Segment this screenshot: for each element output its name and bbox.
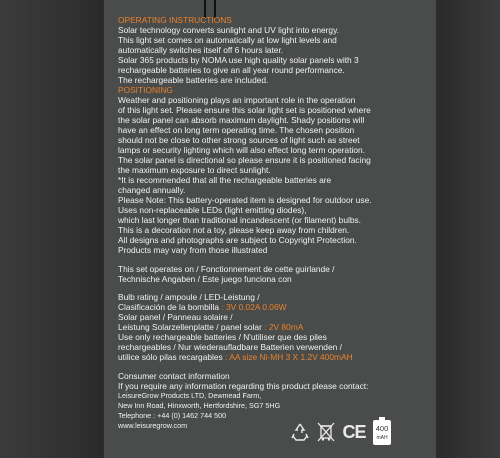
contact-heading: Consumer contact information [118, 371, 230, 381]
bulb-rating-label-2: Clasificación de la bombilla [118, 302, 220, 312]
positioning-line: Products may vary from those illustrated [118, 245, 268, 255]
positioning-line: changed annually. [118, 185, 186, 195]
ce-mark-icon: CE [342, 421, 366, 442]
positioning-line: have an effect on long term operating time. The chosen position [118, 125, 355, 135]
specs-operates-line: Technische Angaben / Este juego funciona con [118, 274, 292, 284]
recycle-icon [288, 420, 312, 444]
battery-value: : AA size Ni-MH 3 X 1.2V 400mAH [225, 352, 353, 362]
contact-intro: If you require any information regarding this product please contact: [118, 381, 369, 391]
operating-line: The rechargeable batteries are included. [118, 75, 269, 85]
operating-line: This light set comes on automatically at low light levels and [118, 35, 337, 45]
contact-website: www.leisuregrow.com [118, 421, 188, 430]
positioning-line: *It is recommended that all the rechargeable batteries are [118, 175, 332, 185]
battery-row [118, 352, 418, 362]
contact-telephone: Telephone : +44 (0) 1462 744 500 [118, 411, 227, 420]
operating-line: rechargeable batteries to give an all year round performance. [118, 65, 345, 75]
spacer [118, 362, 418, 371]
instruction-text [118, 15, 418, 431]
spacer [118, 255, 418, 264]
positioning-heading: POSITIONING [118, 85, 173, 95]
operating-line: Solar 365 products by NOMA use high quality solar panels with 3 [118, 55, 359, 65]
positioning-line: All designs and photographs are subject to Copyright Protection. [118, 235, 357, 245]
weee-bin-icon [315, 420, 337, 444]
operating-heading: OPERATING INSTRUCTIONS [118, 15, 232, 25]
battery-capacity-badge [371, 416, 393, 446]
solar-panel-row [118, 322, 418, 332]
positioning-line: of this light set. Please ensure this solar light set is positioned where [118, 105, 371, 115]
specs-operates-line: This set operates on / Fonctionnement de cette guirlande / [118, 264, 335, 274]
battery-line: rechargeables / Nur wiederaufladbare Batterien verwenden / [118, 342, 342, 352]
background-left [0, 0, 102, 458]
battery-line: Use only rechargeable batteries / N'utiliser que des piles [118, 332, 327, 342]
battery-capacity-unit: mAH [376, 435, 388, 441]
positioning-line: should not be close to other strong sources of light such as street [118, 135, 360, 145]
bulb-rating-value: : 3V 0.02A 0.06W [221, 302, 287, 312]
spacer [118, 284, 418, 292]
contact-company: LeisureGrow Products LTD, Dewmead Farm, [118, 391, 262, 400]
positioning-line: Weather and positioning plays an important role in the operation [118, 95, 356, 105]
positioning-line: lamps or security lighting which will also effect long term operation. [118, 145, 366, 155]
positioning-line: The solar panel is directional so please ensure it is positioned facing [118, 155, 371, 165]
solar-panel-label-2: Leistung Solarzellenplatte / panel solar [118, 322, 262, 332]
solar-panel-label: Solar panel / Panneau solaire / [118, 312, 233, 322]
positioning-line: This is a decoration not a toy, please keep away from children. [118, 225, 350, 235]
battery-capacity-value: 400 [375, 424, 389, 433]
bulb-rating-label: Bulb rating / ampoule / LED-Leistung / [118, 292, 260, 302]
positioning-line: Uses non-replaceable LEDs (light emitting diodes), [118, 205, 307, 215]
bulb-rating-row [118, 302, 418, 312]
positioning-line: the maximum exposure to direct sunlight. [118, 165, 271, 175]
positioning-line: the solar panel can absorb maximum daylight. Shady positions will [118, 115, 365, 125]
positioning-line: which last longer than traditional incandescent (or filament) bulbs. [118, 215, 362, 225]
background-right [440, 0, 500, 458]
operating-line: Solar technology converts sunlight and UV light into energy. [118, 25, 339, 35]
operating-line: automatically switches itself off 6 hours later. [118, 45, 284, 55]
positioning-line: Please Note: This battery-operated item is designed for outdoor use. [118, 195, 372, 205]
battery-label-3: utilice sólo pilas recargables [118, 352, 223, 362]
certification-icons [0, 420, 500, 450]
contact-address: New Inn Road, Hinxworth, Hertfordshire, SG7 5HG [118, 401, 281, 410]
solar-panel-value: : 2V 80mA [264, 322, 304, 332]
